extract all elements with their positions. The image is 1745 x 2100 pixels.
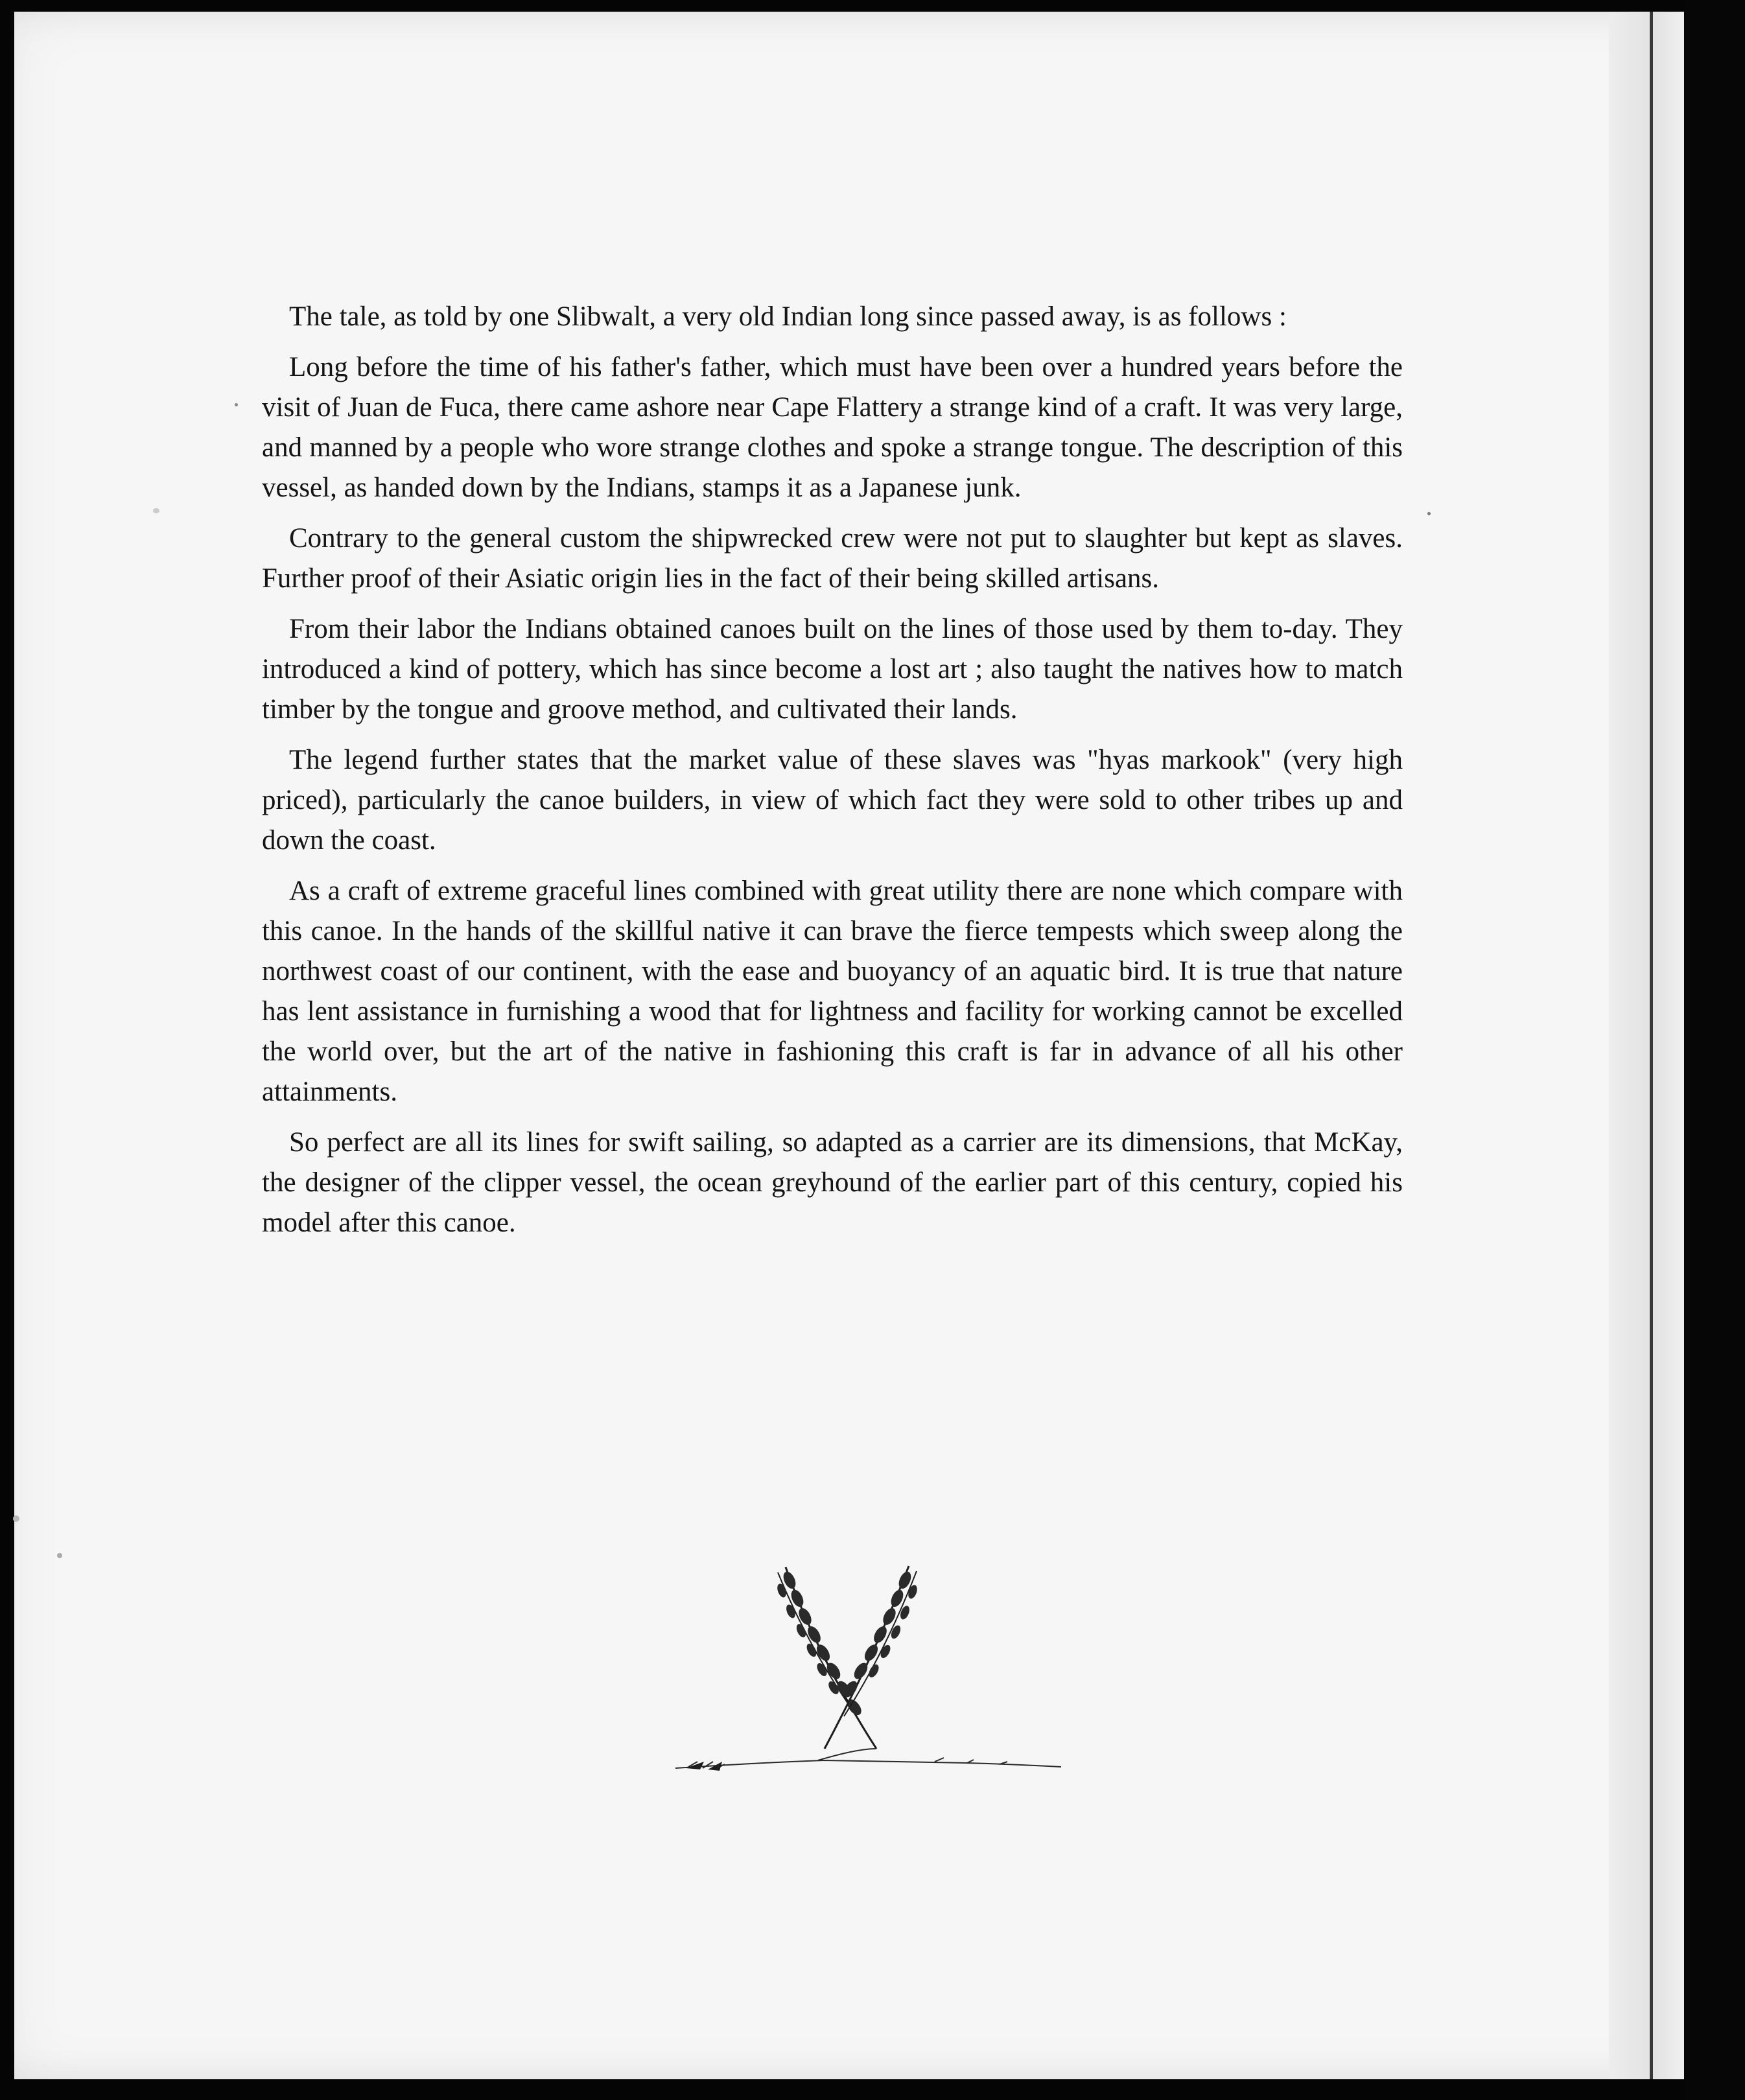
scan-speck — [13, 1515, 19, 1522]
body-text — [262, 297, 1403, 1254]
wheat-grains-right — [841, 1570, 919, 1699]
page-spine-line — [1650, 12, 1653, 2079]
paragraph: Long before the time of his father's father, which must have been over a hundred years before the visit of Juan de Fuca, there came ashore near Cape Flattery a strange kind of a craft. It was very large, and manned by a people who wore strange clothes and spoke a strange tongue. The description of this vessel, as handed down by the Indians, stamps it as a Japanese junk. — [262, 352, 1403, 503]
paragraph: The legend further states that the market value of these slaves was "hyas markook" (very high priced), particularly the canoe builders, in view of which fact they were sold to other tribes up and down the coast. — [262, 745, 1403, 856]
paragraph: Contrary to the general custom the shipwrecked crew were not put to slaughter but kept as slaves. Further proof of their Asiatic origin lies in the fact of their being skilled artisans. — [262, 523, 1403, 594]
page-spine-shadow — [1609, 12, 1684, 2079]
paper-speck — [235, 403, 238, 406]
paragraph: From their labor the Indians obtained canoes built on the lines of those used by them to-day. They introduced a kind of pottery, which has since become a lost art ; also taught the natives how to match timber by the tongue and groove method, and cultivated their lands. — [262, 614, 1403, 725]
paper-speck — [153, 508, 159, 513]
paragraph: As a craft of extreme graceful lines combined with great utility there are none which compare with this canoe. In the hands of the skillful native it can brave the fierce tempests which sweep along the northwest coast of our continent, with the ease and buoyancy of an aquatic bird. It is true that nature has lent assistance in furnishing a wood that for lightness and facility for working cannot be excelled the world over, but the art of the native in fashioning this craft is far in advance of all his other attainments. — [262, 876, 1403, 1107]
paragraph: The tale, as told by one Slibwalt, a very old Indian long since passed away, is as follows : — [289, 301, 1287, 332]
crossed-wheat-ears-icon — [662, 1554, 1077, 1788]
scan-speck — [57, 1553, 62, 1558]
paper-speck — [1427, 512, 1431, 515]
paragraph: So perfect are all its lines for swift sailing, so adapted as a carrier are its dimensions, that McKay, the designer of the clipper vessel, the ocean greyhound of the earlier part of this century, copied his model after this canoe. — [262, 1127, 1403, 1238]
scan-right-border — [1685, 0, 1745, 2100]
wheat-stems — [675, 1749, 1061, 1768]
page-sheet — [14, 12, 1683, 2079]
